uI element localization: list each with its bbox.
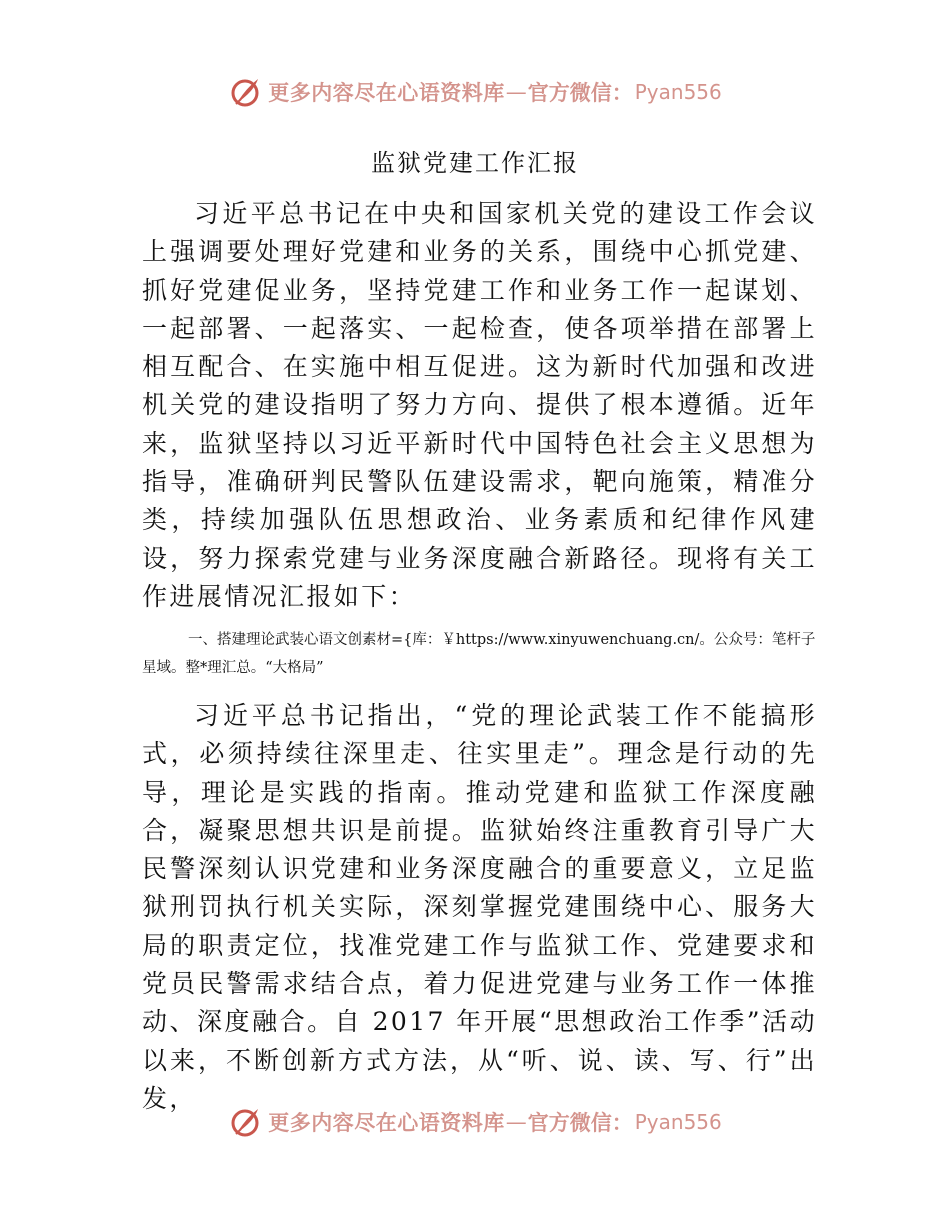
banner-separator: — — [505, 1110, 527, 1134]
quill-pen-logo-icon — [228, 1105, 262, 1139]
banner-wechat-label: 官方微信： — [527, 81, 633, 105]
footer-watermark-banner — [0, 1102, 950, 1142]
banner-wechat-id: Pyan556 — [634, 1110, 722, 1134]
header-watermark-banner — [0, 72, 950, 112]
section-heading: 一、搭建理论武装心语文创素材={库：￥https://www.xinyuwenchuang.cn/。公众号：笔杆子星域。整*理汇总。“大格局” — [142, 632, 816, 676]
body-paragraph-theory: 习近平总书记指出，“党的理论武装工作不能搞形式，必须持续往深里走、往实里走”。理念是行动的先导，理论是实践的指南。推动党建和监狱工作深度融合，凝聚思想共识是前提。监狱始终注重教育引导广大民警深刻认识党建和业务深度融合的重要意义，立足监狱刑罚执行机关实际，深刻掌握党建围绕中心、服务大局的职责定位，找准党建工作与监狱工作、党建要求和党员民警需求结合点，着力促进党建与业务工作一体推动、深度融合。自 2017 年开展“思想政治工作季”活动以来，不断创新方式方法，从“听、说、读、写、行”出发， — [142, 701, 817, 1113]
banner-wechat-label: 官方微信： — [527, 1111, 633, 1135]
banner-slogan: 更多内容尽在心语资料库 — [268, 1111, 505, 1135]
document-title: 监狱党建工作汇报 — [371, 149, 579, 177]
banner-slogan: 更多内容尽在心语资料库 — [268, 81, 505, 105]
quill-pen-logo-icon — [228, 75, 262, 109]
banner-wechat-id: Pyan556 — [634, 80, 722, 104]
body-paragraph-intro: 习近平总书记在中央和国家机关党的建设工作会议上强调要处理好党建和业务的关系，围绕中心抓党建、抓好党建促业务，坚持党建工作和业务工作一起谋划、一起部署、一起落实、一起检查，使各项举措在部署上相互配合、在实施中相互促进。这为新时代加强和改进机关党的建设指明了努力方向、提供了根本遵循。近年来，监狱坚持以习近平新时代中国特色社会主义思想为指导，准确研判民警队伍建设需求，靶向施策，精准分类，持续加强队伍思想政治、业务素质和纪律作风建设，努力探索党建与业务深度融合新路径。现将有关工作进展情况汇报如下： — [142, 199, 817, 611]
banner-separator: — — [505, 80, 527, 104]
